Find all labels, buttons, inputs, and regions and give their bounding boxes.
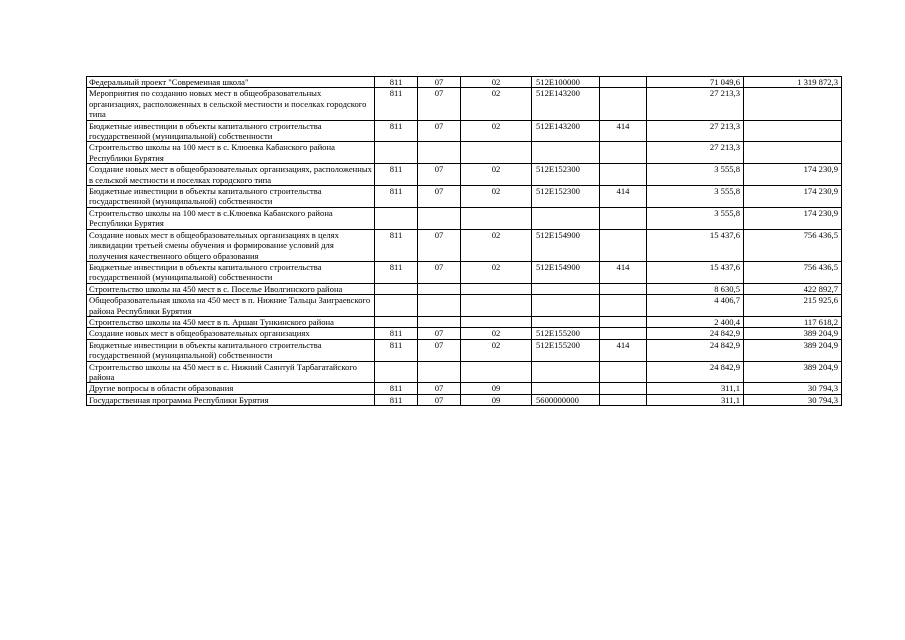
section-code: 07 [418, 328, 461, 339]
amount-1: 3 555,8 [647, 164, 744, 186]
table-row [87, 261, 842, 283]
target-article-code: 512E152300 [532, 186, 600, 208]
subsection-code: 09 [461, 394, 532, 405]
amount-2: 174 230,9 [744, 164, 842, 186]
expense-type-code [600, 164, 647, 186]
amount-2: 389 204,9 [744, 361, 842, 383]
amount-1: 4 406,7 [647, 295, 744, 317]
table-row [87, 186, 842, 208]
table-row [87, 328, 842, 339]
amount-2: 756 436,5 [744, 261, 842, 283]
row-name: Бюджетные инвестиции в объекты капитального строительства государственной (муниципальной) собственности [87, 120, 375, 142]
amount-1: 24 842,9 [647, 339, 744, 361]
subsection-code [461, 207, 532, 229]
amount-1: 24 842,9 [647, 328, 744, 339]
amount-2: 30 794,3 [744, 383, 842, 394]
expense-type-code [600, 142, 647, 164]
amount-1: 27 213,3 [647, 142, 744, 164]
row-name: Бюджетные инвестиции в объекты капитального строительства государственной (муниципальной) собственности [87, 339, 375, 361]
table-row [87, 142, 842, 164]
amount-2: 756 436,5 [744, 229, 842, 261]
section-code [418, 142, 461, 164]
amount-1: 27 213,3 [647, 88, 744, 120]
amount-2: 1 319 872,3 [744, 77, 842, 88]
subsection-code: 02 [461, 229, 532, 261]
dept-code [375, 295, 418, 317]
section-code: 07 [418, 383, 461, 394]
amount-1: 15 437,6 [647, 261, 744, 283]
row-name: Строительство школы на 450 мест в с. Поселье Иволгинского района [87, 283, 375, 294]
table-row [87, 295, 842, 317]
amount-2 [744, 120, 842, 142]
target-article-code: 512E155200 [532, 328, 600, 339]
subsection-code: 02 [461, 120, 532, 142]
amount-1: 27 213,3 [647, 120, 744, 142]
dept-code: 811 [375, 164, 418, 186]
expense-type-code [600, 361, 647, 383]
subsection-code [461, 295, 532, 317]
row-name: Строительство школы на 100 мест в с. Клюевка Кабанского района Республики Бурятия [87, 142, 375, 164]
row-name: Другие вопросы в области образования [87, 383, 375, 394]
row-name: Строительство школы на 450 мест в п. Аршан Тункинского района [87, 316, 375, 327]
subsection-code: 02 [461, 164, 532, 186]
amount-1: 15 437,6 [647, 229, 744, 261]
amount-2: 389 204,9 [744, 339, 842, 361]
target-article-code [532, 142, 600, 164]
target-article-code: 512E155200 [532, 339, 600, 361]
row-name: Строительство школы на 450 мест в с. Нижний Саянтуй Тарбагатайского района [87, 361, 375, 383]
dept-code: 811 [375, 229, 418, 261]
dept-code: 811 [375, 261, 418, 283]
dept-code: 811 [375, 383, 418, 394]
target-article-code: 512E152300 [532, 164, 600, 186]
target-article-code: 512E154900 [532, 229, 600, 261]
table-row [87, 283, 842, 294]
table-row [87, 164, 842, 186]
expense-type-code [600, 383, 647, 394]
subsection-code: 02 [461, 261, 532, 283]
section-code: 07 [418, 394, 461, 405]
amount-2: 174 230,9 [744, 186, 842, 208]
target-article-code [532, 295, 600, 317]
target-article-code [532, 361, 600, 383]
subsection-code: 02 [461, 186, 532, 208]
dept-code [375, 316, 418, 327]
subsection-code [461, 316, 532, 327]
row-name: Строительство школы на 100 мест в с.Клюевка Кабанского района Республики Бурятия [87, 207, 375, 229]
row-name: Мероприятия по созданию новых мест в общеобразовательных организациях, расположенных в сельской местности и поселках городского типа [87, 88, 375, 120]
section-code [418, 283, 461, 294]
table-row [87, 316, 842, 327]
section-code: 07 [418, 186, 461, 208]
amount-2: 422 892,7 [744, 283, 842, 294]
dept-code: 811 [375, 120, 418, 142]
table-row [87, 339, 842, 361]
dept-code: 811 [375, 88, 418, 120]
row-name: Общеобразовательная школа на 450 мест в п. Нижние Тальцы Заиграевского района Республики Бурятия [87, 295, 375, 317]
amount-2: 30 794,3 [744, 394, 842, 405]
section-code: 07 [418, 77, 461, 88]
amount-2: 215 925,6 [744, 295, 842, 317]
amount-1: 71 049,6 [647, 77, 744, 88]
section-code [418, 316, 461, 327]
amount-2: 174 230,9 [744, 207, 842, 229]
dept-code [375, 283, 418, 294]
amount-1: 3 555,8 [647, 207, 744, 229]
target-article-code: 512E154900 [532, 261, 600, 283]
subsection-code [461, 283, 532, 294]
amount-1: 8 630,5 [647, 283, 744, 294]
table-row [87, 88, 842, 120]
amount-1: 24 842,9 [647, 361, 744, 383]
dept-code: 811 [375, 394, 418, 405]
dept-code: 811 [375, 77, 418, 88]
expense-type-code: 414 [600, 261, 647, 283]
dept-code: 811 [375, 186, 418, 208]
amount-1: 311,1 [647, 383, 744, 394]
expense-type-code [600, 88, 647, 120]
target-article-code: 512E143200 [532, 120, 600, 142]
expense-type-code [600, 394, 647, 405]
target-article-code [532, 383, 600, 394]
section-code: 07 [418, 88, 461, 120]
row-name: Создание новых мест в общеобразовательных организациях, расположенных в сельской местности и поселках городского типа [87, 164, 375, 186]
expense-type-code: 414 [600, 186, 647, 208]
subsection-code: 02 [461, 339, 532, 361]
dept-code [375, 207, 418, 229]
subsection-code: 02 [461, 77, 532, 88]
target-article-code [532, 316, 600, 327]
section-code: 07 [418, 164, 461, 186]
expense-type-code [600, 316, 647, 327]
subsection-code: 02 [461, 88, 532, 120]
target-article-code: 512E143200 [532, 88, 600, 120]
table-row [87, 77, 842, 88]
dept-code [375, 142, 418, 164]
subsection-code [461, 361, 532, 383]
amount-2: 389 204,9 [744, 328, 842, 339]
expense-type-code [600, 207, 647, 229]
row-name: Федеральный проект "Современная школа" [87, 77, 375, 88]
amount-2 [744, 88, 842, 120]
dept-code: 811 [375, 328, 418, 339]
section-code [418, 207, 461, 229]
subsection-code: 09 [461, 383, 532, 394]
target-article-code: 5600000000 [532, 394, 600, 405]
table-row [87, 120, 842, 142]
row-name: Бюджетные инвестиции в объекты капитального строительства государственной (муниципальной) собственности [87, 261, 375, 283]
section-code: 07 [418, 229, 461, 261]
section-code: 07 [418, 120, 461, 142]
table-row [87, 229, 842, 261]
target-article-code: 512E100000 [532, 77, 600, 88]
table-row [87, 394, 842, 405]
dept-code: 811 [375, 339, 418, 361]
amount-2: 117 618,2 [744, 316, 842, 327]
expense-type-code [600, 283, 647, 294]
subsection-code [461, 142, 532, 164]
table-row [87, 383, 842, 394]
section-code [418, 295, 461, 317]
expense-type-code [600, 229, 647, 261]
section-code [418, 361, 461, 383]
expense-type-code: 414 [600, 120, 647, 142]
row-name: Бюджетные инвестиции в объекты капитального строительства государственной (муниципальной) собственности [87, 186, 375, 208]
target-article-code [532, 207, 600, 229]
expense-type-code [600, 77, 647, 88]
amount-2 [744, 142, 842, 164]
section-code: 07 [418, 339, 461, 361]
expense-type-code [600, 328, 647, 339]
amount-1: 2 400,4 [647, 316, 744, 327]
table-row [87, 207, 842, 229]
target-article-code [532, 283, 600, 294]
section-code: 07 [418, 261, 461, 283]
row-name: Государственная программа Республики Бурятия [87, 394, 375, 405]
budget-table [86, 76, 842, 406]
row-name: Создание новых мест в общеобразовательных организациях [87, 328, 375, 339]
dept-code [375, 361, 418, 383]
amount-1: 3 555,8 [647, 186, 744, 208]
expense-type-code: 414 [600, 339, 647, 361]
table-row [87, 361, 842, 383]
row-name: Создание новых мест в общеобразовательных организациях в целях ликвидации третьей смены обучения и формирование условий для получения качественного общего образования [87, 229, 375, 261]
subsection-code: 02 [461, 328, 532, 339]
amount-1: 311,1 [647, 394, 744, 405]
expense-type-code [600, 295, 647, 317]
